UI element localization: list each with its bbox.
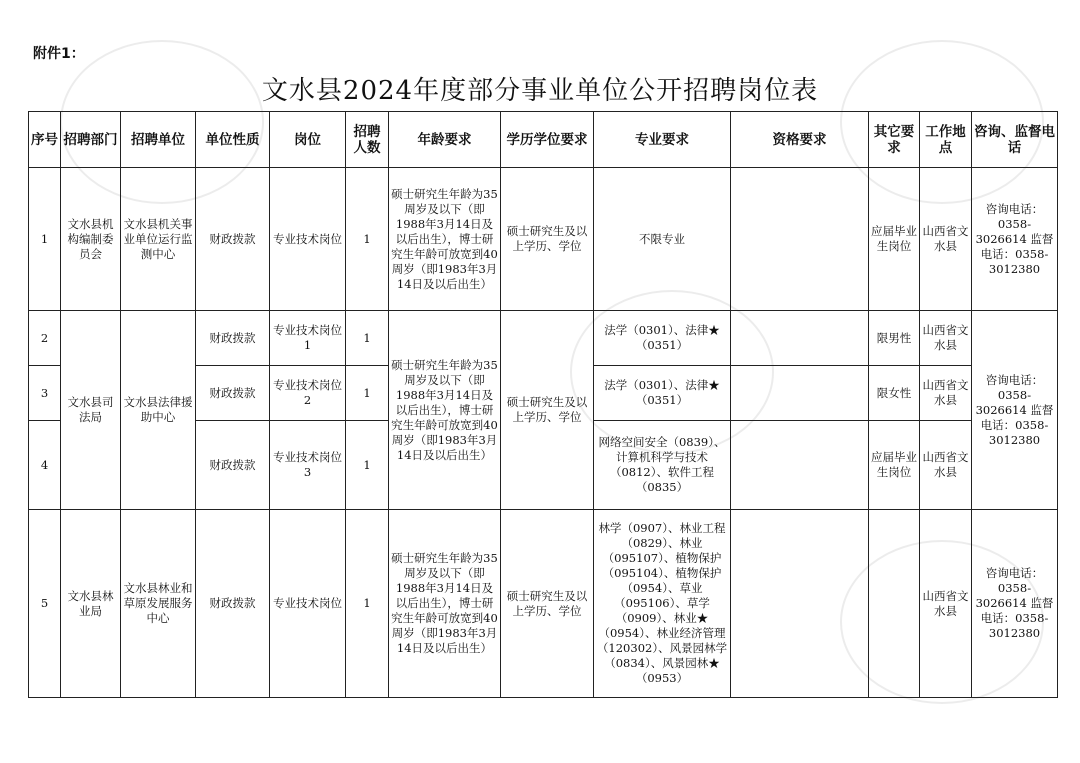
cell-dept: 文水县司法局 — [61, 311, 121, 510]
cell-qual — [731, 311, 869, 366]
cell-nature: 财政拨款 — [196, 421, 270, 510]
cell-qual — [731, 168, 869, 311]
cell-other — [869, 510, 920, 698]
cell-edu: 硕士研究生及以上学历、学位 — [501, 168, 594, 311]
table-row — [29, 510, 1058, 698]
cell-edu: 硕士研究生及以上学历、学位 — [501, 311, 594, 510]
cell-other: 限男性 — [869, 311, 920, 366]
cell-seq: 3 — [29, 366, 61, 421]
header-nature: 单位性质 — [196, 112, 270, 168]
table-row — [29, 168, 1058, 311]
cell-qual — [731, 366, 869, 421]
cell-contact: 咨询电话：0358-3026614 监督电话：0358-3012380 — [972, 311, 1058, 510]
cell-count: 1 — [346, 311, 389, 366]
cell-post: 专业技术岗位1 — [270, 311, 346, 366]
header-other: 其它要求 — [869, 112, 920, 168]
cell-seq: 4 — [29, 421, 61, 510]
cell-unit: 文水县林业和草原发展服务中心 — [121, 510, 196, 698]
cell-location: 山西省文水县 — [920, 311, 972, 366]
cell-age: 硕士研究生年龄为35周岁及以下（即1988年3月14日及以后出生），博士研究生年龄可放宽到40周岁（即1983年3月14日及以后出生） — [389, 510, 501, 698]
cell-nature: 财政拨款 — [196, 168, 270, 311]
cell-major: 网络空间安全（0839）、计算机科学与技术（0812）、软件工程（0835） — [594, 421, 731, 510]
cell-contact: 咨询电话：0358-3026614 监督电话：0358-3012380 — [972, 168, 1058, 311]
cell-count: 1 — [346, 366, 389, 421]
header-unit: 招聘单位 — [121, 112, 196, 168]
cell-nature: 财政拨款 — [196, 510, 270, 698]
cell-seq: 2 — [29, 311, 61, 366]
cell-location: 山西省文水县 — [920, 366, 972, 421]
cell-seq: 1 — [29, 168, 61, 311]
cell-major: 法学（0301）、法律★（0351） — [594, 366, 731, 421]
header-dept: 招聘部门 — [61, 112, 121, 168]
header-age: 年龄要求 — [389, 112, 501, 168]
cell-qual — [731, 510, 869, 698]
cell-qual — [731, 421, 869, 510]
header-qual: 资格要求 — [731, 112, 869, 168]
cell-unit: 文水县机关事业单位运行监测中心 — [121, 168, 196, 311]
cell-nature: 财政拨款 — [196, 366, 270, 421]
attachment-label: 附件1： — [33, 46, 85, 62]
header-contact: 咨询、监督电话 — [972, 112, 1058, 168]
cell-count: 1 — [346, 168, 389, 311]
cell-dept: 文水县机构编制委员会 — [61, 168, 121, 311]
cell-other: 应届毕业生岗位 — [869, 168, 920, 311]
header-count: 招聘人数 — [346, 112, 389, 168]
cell-unit: 文水县法律援助中心 — [121, 311, 196, 510]
header-post: 岗位 — [270, 112, 346, 168]
cell-location: 山西省文水县 — [920, 421, 972, 510]
header-seq: 序号 — [29, 112, 61, 168]
recruitment-table — [28, 111, 1058, 698]
cell-count: 1 — [346, 510, 389, 698]
header-major: 专业要求 — [594, 112, 731, 168]
cell-seq: 5 — [29, 510, 61, 698]
cell-post: 专业技术岗位3 — [270, 421, 346, 510]
cell-age: 硕士研究生年龄为35周岁及以下（即1988年3月14日及以后出生），博士研究生年龄可放宽到40周岁（即1983年3月14日及以后出生） — [389, 168, 501, 311]
cell-post: 专业技术岗位 — [270, 510, 346, 698]
cell-major: 法学（0301）、法律★（0351） — [594, 311, 731, 366]
cell-edu: 硕士研究生及以上学历、学位 — [501, 510, 594, 698]
cell-post: 专业技术岗位 — [270, 168, 346, 311]
header-row — [29, 112, 1058, 168]
cell-other: 限女性 — [869, 366, 920, 421]
cell-other: 应届毕业生岗位 — [869, 421, 920, 510]
cell-age: 硕士研究生年龄为35周岁及以下（即1988年3月14日及以后出生），博士研究生年龄可放宽到40周岁（即1983年3月14日及以后出生） — [389, 311, 501, 510]
cell-dept: 文水县林业局 — [61, 510, 121, 698]
header-edu: 学历学位要求 — [501, 112, 594, 168]
page-title: 文水县2024年度部分事业单位公开招聘岗位表 — [261, 76, 819, 106]
cell-nature: 财政拨款 — [196, 311, 270, 366]
cell-contact: 咨询电话：0358-3026614 监督电话：0358-3012380 — [972, 510, 1058, 698]
cell-post: 专业技术岗位2 — [270, 366, 346, 421]
cell-location: 山西省文水县 — [920, 168, 972, 311]
cell-major: 不限专业 — [594, 168, 731, 311]
table-row — [29, 311, 1058, 366]
cell-major: 林学（0907）、林业工程（0829）、林业（095107）、植物保护（095104）、植物保护（0954）、草业（095106）、草学（0909）、林业★（0954）、林业经济管理（120302）、风景园林学（0834）、风景园林★（0953） — [594, 510, 731, 698]
header-location: 工作地点 — [920, 112, 972, 168]
cell-location: 山西省文水县 — [920, 510, 972, 698]
cell-count: 1 — [346, 421, 389, 510]
